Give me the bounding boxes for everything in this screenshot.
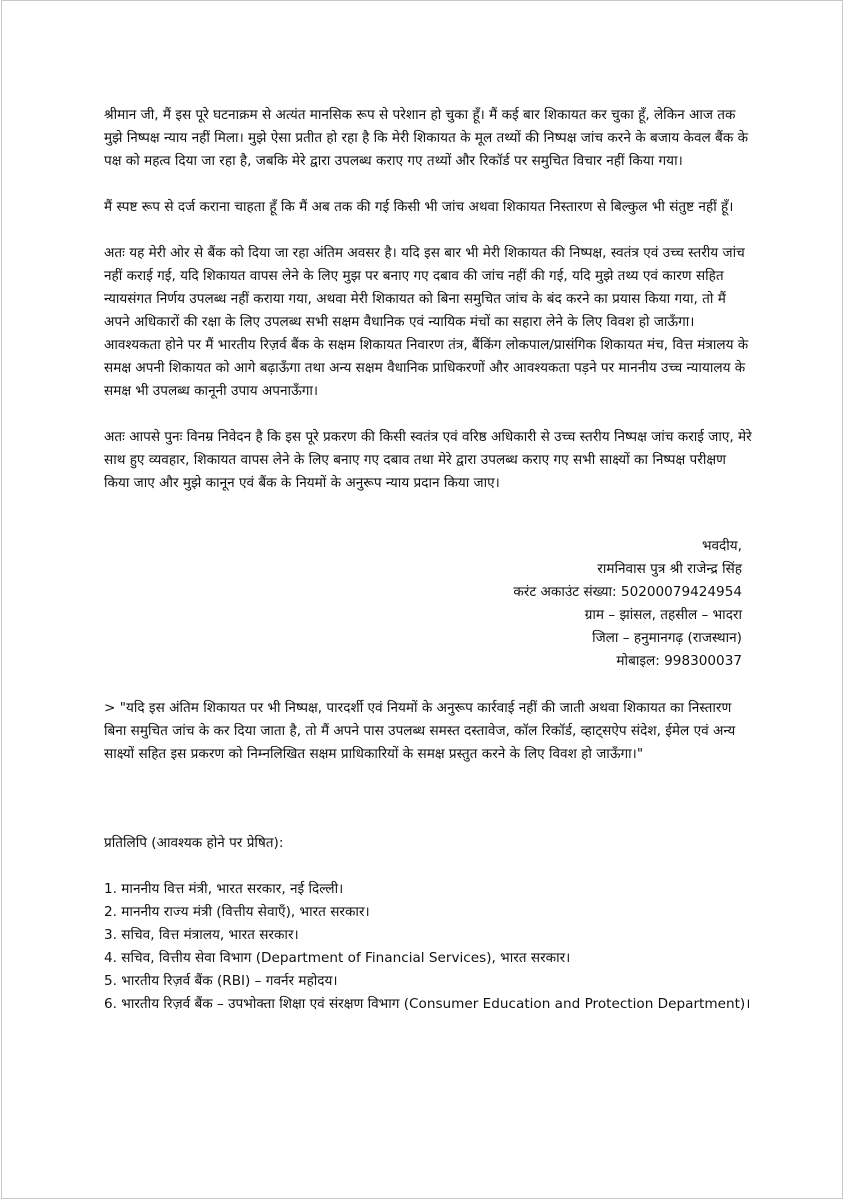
signature-mobile: मोबाइल: 998300037 [616,653,742,669]
signature-district: जिला – हनुमानगढ़ (राजस्थान) [592,630,742,646]
signature-closing: भवदीय, [701,538,742,554]
signature-block [104,535,742,673]
list-item: 6. भारतीय रिज़र्व बैंक – उपभोक्ता शिक्षा एवं संरक्षण विभाग (Consumer Education and Protection Department)। [104,996,751,1012]
list-item: 2. माननीय राज्य मंत्री (वित्तीय सेवाएँ), भारत सरकार। [104,904,370,920]
quote-paragraph: > "यदि इस अंतिम शिकायत पर भी निष्पक्ष, पारदर्शी एवं नियमों के अनुरूप कार्रवाई नहीं की जाती अथवा शिकायत का निस्तारण बिना समुचित जांच के कर दिया जाता है, तो मैं अपने पास उपलब्ध समस्त दस्तावेज, कॉल रिकॉर्ड, व्हाट्सऐप संदेश, ईमेल एवं अन्य साक्ष्यों सहित इस प्रकरण को निम्नलिखित सक्षम प्राधिकारियों के समक्ष प्रस्तुत करने के लिए विवश हो जाऊँगा।" [104,700,736,762]
paragraph-distress: श्रीमान जी, मैं इस पूरे घटनाक्रम से अत्यंत मानसिक रूप से परेशान हो चुका हूँ। मैं कई बार शिकायत कर चुका हूँ, लेकिन आज तक मुझे निष्पक्ष न्याय नहीं मिला। मुझे ऐसा प्रतीत हो रहा है कि मेरी शिकायत के मूल तथ्यों की निष्पक्ष जांच करने के बजाय केवल बैंक के पक्ष को महत्व दिया जा रहा है, जबकि मेरे द्वारा उपलब्ध कराए गए तथ्यों और रिकॉर्ड पर समुचित विचार नहीं किया गया। [104,107,749,169]
paragraph-request: अतः आपसे पुनः विनम्र निवेदन है कि इस पूरे प्रकरण की किसी स्वतंत्र एवं वरिष्ठ अधिकारी से उच्च स्तरीय निष्पक्ष जांच कराई जाए, मेरे साथ हुए व्यवहार, शिकायत वापस लेने के लिए बनाए गए दबाव तथा मेरे द्वारा उपलब्ध कराए गए सभी साक्ष्यों का निष्पक्ष परीक्षण किया जाए और मुझे कानून एवं बैंक के नियमों के अनुरूप न्याय प्रदान किया जाए। [104,429,752,491]
copy-to-heading: प्रतिलिपि (आवश्यक होने पर प्रेषित): [104,835,284,851]
signature-name: रामनिवास पुत्र श्री राजेन्द्र सिंह [597,561,742,577]
list-item: 5. भारतीय रिज़र्व बैंक (RBI) – गवर्नर महोदय। [104,973,338,989]
list-item: 1. माननीय वित्त मंत्री, भारत सरकार, नई दिल्ली। [104,881,344,897]
paragraph-final-opportunity: अतः यह मेरी ओर से बैंक को दिया जा रहा अंतिम अवसर है। यदि इस बार भी मेरी शिकायत की निष्पक्ष, स्वतंत्र एवं उच्च स्तरीय जांच नहीं कराई गई, यदि शिकायत वापस लेने के लिए मुझ पर बनाए गए दबाव की जांच नहीं की गई, यदि मुझे तथ्य एवं कारण सहित न्यायसंगत निर्णय उपलब्ध नहीं कराया गया, अथवा मेरी शिकायत को बिना समुचित जांच के बंद करने का प्रयास किया गया, तो मैं अपने अधिकारों की रक्षा के लिए उपलब्ध सभी सक्षम वैधानिक एवं न्यायिक मंचों का सहारा लेने के लिए विवश हो जाऊँगा। आवश्यकता होने पर मैं भारतीय रिज़र्व बैंक के सक्षम शिकायत निवारण तंत्र, बैंकिंग लोकपाल/प्रासंगिक शिकायत मंच, वित्त मंत्रालय के समक्ष अपनी शिकायत को आगे बढ़ाऊँगा तथा अन्य सक्षम वैधानिक प्राधिकरणों और आवश्यकता पड़ने पर माननीय उच्च न्यायालय के समक्ष भी उपलब्ध कानूनी उपाय अपनाऊँगा। [104,245,749,399]
paragraph-dissatisfaction: मैं स्पष्ट रूप से दर्ज कराना चाहता हूँ कि मैं अब तक की गई किसी भी जांच अथवा शिकायत निस्तारण से बिल्कुल भी संतुष्ट नहीं हूँ। [104,199,734,215]
copy-to-list [104,878,754,1016]
signature-village: ग्राम – झांसल, तहसील – भादरा [584,607,742,623]
letter-body [104,104,754,1016]
list-item: 4. सचिव, वित्तीय सेवा विभाग (Department of Financial Services), भारत सरकार। [104,950,571,966]
list-item: 3. सचिव, वित्त मंत्रालय, भारत सरकार। [104,927,299,943]
document-page [1,0,843,1199]
signature-account: करंट अकाउंट संख्या: 50200079424954 [513,584,742,600]
